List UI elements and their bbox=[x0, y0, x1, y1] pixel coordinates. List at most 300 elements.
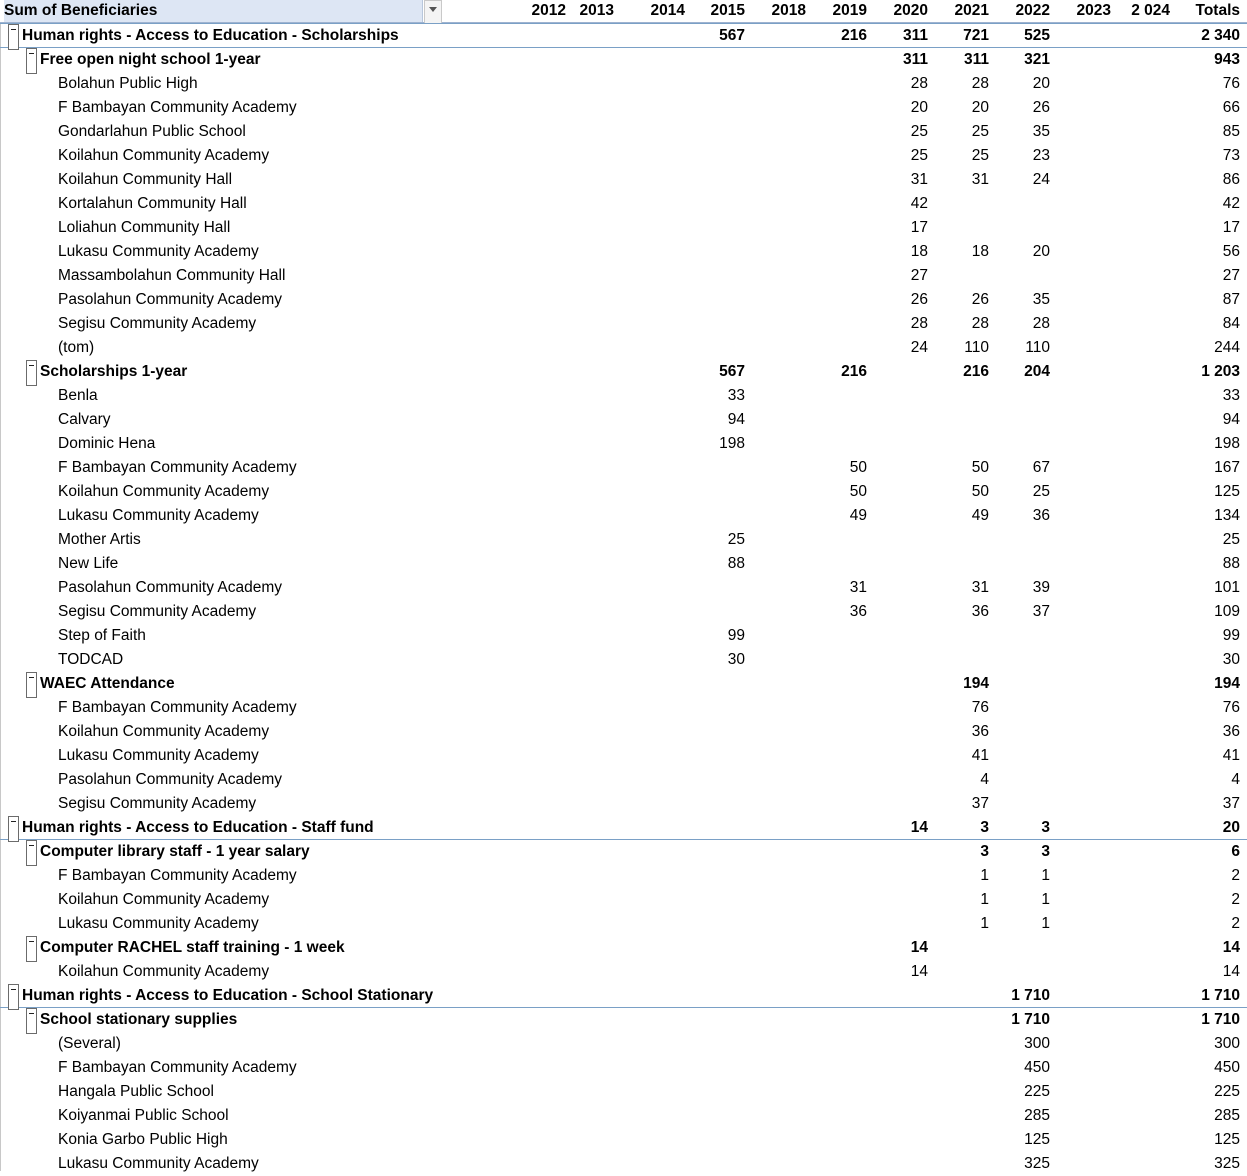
value-cell[interactable]: 41 bbox=[971, 747, 989, 764]
value-cell[interactable] bbox=[746, 24, 806, 48]
value-cell[interactable] bbox=[685, 1152, 745, 1176]
pivot-row-item[interactable] bbox=[0, 1104, 1247, 1128]
value-cell[interactable] bbox=[625, 720, 685, 744]
value-cell[interactable]: 31 bbox=[849, 579, 867, 596]
value-cell[interactable] bbox=[1051, 1104, 1111, 1128]
value-cell[interactable] bbox=[929, 384, 989, 408]
value-cell[interactable]: 94 bbox=[727, 411, 745, 428]
value-cell[interactable] bbox=[554, 1008, 614, 1032]
value-cell[interactable] bbox=[625, 1104, 685, 1128]
value-cell[interactable] bbox=[554, 1032, 614, 1056]
pivot-row-item[interactable] bbox=[0, 624, 1247, 648]
value-cell[interactable] bbox=[625, 120, 685, 144]
value-cell[interactable] bbox=[1110, 48, 1170, 72]
value-cell[interactable] bbox=[685, 1032, 745, 1056]
value-cell[interactable] bbox=[807, 1032, 867, 1056]
value-cell[interactable] bbox=[554, 1152, 614, 1176]
value-cell[interactable] bbox=[990, 792, 1050, 816]
value-cell[interactable]: 1 710 bbox=[1011, 1011, 1050, 1028]
value-cell[interactable]: 300 bbox=[1024, 1035, 1050, 1052]
value-cell[interactable]: 14 bbox=[910, 819, 928, 836]
value-cell[interactable] bbox=[1110, 312, 1170, 336]
pivot-row-item[interactable] bbox=[0, 600, 1247, 624]
row-total-cell[interactable]: 14 bbox=[1222, 963, 1240, 980]
value-cell[interactable] bbox=[685, 216, 745, 240]
value-cell[interactable] bbox=[685, 72, 745, 96]
value-cell[interactable] bbox=[990, 648, 1050, 672]
value-cell[interactable] bbox=[554, 360, 614, 384]
value-cell[interactable]: 23 bbox=[1032, 147, 1050, 164]
value-cell[interactable] bbox=[1110, 456, 1170, 480]
value-cell[interactable] bbox=[746, 1032, 806, 1056]
value-cell[interactable] bbox=[807, 144, 867, 168]
pivot-row-item[interactable] bbox=[0, 480, 1247, 504]
value-cell[interactable] bbox=[990, 696, 1050, 720]
value-cell[interactable] bbox=[625, 264, 685, 288]
value-cell[interactable]: 36 bbox=[971, 603, 989, 620]
value-cell[interactable]: 311 bbox=[902, 27, 928, 44]
value-cell[interactable] bbox=[625, 648, 685, 672]
value-cell[interactable] bbox=[685, 912, 745, 936]
value-cell[interactable] bbox=[554, 552, 614, 576]
value-cell[interactable] bbox=[625, 576, 685, 600]
pivot-row-item[interactable] bbox=[0, 864, 1247, 888]
value-cell[interactable] bbox=[1110, 528, 1170, 552]
pivot-row-item[interactable] bbox=[0, 1128, 1247, 1152]
value-cell[interactable] bbox=[554, 144, 614, 168]
value-cell[interactable] bbox=[807, 744, 867, 768]
value-cell[interactable] bbox=[554, 264, 614, 288]
value-cell[interactable] bbox=[807, 264, 867, 288]
value-cell[interactable] bbox=[1051, 48, 1111, 72]
value-cell[interactable] bbox=[868, 624, 928, 648]
value-cell[interactable] bbox=[807, 864, 867, 888]
value-cell[interactable]: 76 bbox=[971, 699, 989, 716]
value-cell[interactable] bbox=[868, 1128, 928, 1152]
row-total-cell[interactable]: 194 bbox=[1214, 675, 1240, 692]
value-cell[interactable] bbox=[746, 240, 806, 264]
value-cell[interactable] bbox=[554, 816, 614, 840]
value-cell[interactable] bbox=[554, 600, 614, 624]
value-cell[interactable] bbox=[746, 432, 806, 456]
row-total-cell[interactable]: 167 bbox=[1214, 459, 1240, 476]
value-cell[interactable] bbox=[807, 696, 867, 720]
pivot-row-item[interactable] bbox=[0, 192, 1247, 216]
row-total-cell[interactable]: 87 bbox=[1222, 291, 1240, 308]
value-cell[interactable] bbox=[1110, 384, 1170, 408]
value-cell[interactable]: 26 bbox=[971, 291, 989, 308]
value-cell[interactable] bbox=[929, 936, 989, 960]
value-cell[interactable]: 31 bbox=[910, 171, 928, 188]
value-cell[interactable] bbox=[1051, 552, 1111, 576]
row-total-cell[interactable]: 2 bbox=[1231, 915, 1240, 932]
value-cell[interactable]: 35 bbox=[1032, 291, 1050, 308]
value-cell[interactable] bbox=[929, 624, 989, 648]
value-cell[interactable] bbox=[625, 768, 685, 792]
value-cell[interactable] bbox=[685, 264, 745, 288]
pivot-row-item[interactable] bbox=[0, 456, 1247, 480]
value-cell[interactable] bbox=[1110, 240, 1170, 264]
value-cell[interactable] bbox=[625, 312, 685, 336]
value-cell[interactable] bbox=[625, 672, 685, 696]
value-cell[interactable] bbox=[685, 288, 745, 312]
pivot-row-item[interactable] bbox=[0, 1056, 1247, 1080]
value-cell[interactable] bbox=[685, 840, 745, 864]
value-cell[interactable] bbox=[746, 984, 806, 1008]
row-total-cell[interactable]: 300 bbox=[1214, 1035, 1240, 1052]
row-total-cell[interactable]: 325 bbox=[1214, 1155, 1240, 1172]
pivot-row-item[interactable] bbox=[0, 696, 1247, 720]
value-cell[interactable]: 110 bbox=[964, 339, 989, 356]
value-cell[interactable] bbox=[685, 120, 745, 144]
value-cell[interactable]: 42 bbox=[910, 195, 928, 212]
value-cell[interactable] bbox=[929, 216, 989, 240]
value-cell[interactable] bbox=[1051, 408, 1111, 432]
row-total-cell[interactable]: 1 203 bbox=[1201, 363, 1240, 380]
row-total-cell[interactable]: 73 bbox=[1222, 147, 1240, 164]
value-cell[interactable] bbox=[1110, 120, 1170, 144]
value-cell[interactable]: 17 bbox=[910, 219, 928, 236]
row-total-cell[interactable]: 37 bbox=[1222, 795, 1240, 812]
value-cell[interactable] bbox=[685, 192, 745, 216]
value-cell[interactable] bbox=[554, 48, 614, 72]
value-cell[interactable] bbox=[1051, 1152, 1111, 1176]
value-cell[interactable] bbox=[807, 1080, 867, 1104]
value-cell[interactable] bbox=[746, 336, 806, 360]
value-cell[interactable] bbox=[1051, 1032, 1111, 1056]
value-cell[interactable] bbox=[807, 240, 867, 264]
value-cell[interactable] bbox=[625, 936, 685, 960]
row-total-cell[interactable]: 41 bbox=[1222, 747, 1240, 764]
value-cell[interactable]: 14 bbox=[910, 963, 928, 980]
pivot-row-item[interactable] bbox=[0, 888, 1247, 912]
value-cell[interactable] bbox=[868, 744, 928, 768]
value-cell[interactable] bbox=[746, 216, 806, 240]
value-cell[interactable] bbox=[746, 168, 806, 192]
pivot-row-category[interactable] bbox=[0, 23, 1247, 48]
value-cell[interactable]: 31 bbox=[971, 579, 989, 596]
value-cell[interactable] bbox=[1110, 720, 1170, 744]
value-cell[interactable] bbox=[625, 960, 685, 984]
pivot-row-item[interactable] bbox=[0, 1152, 1247, 1176]
value-cell[interactable]: 110 bbox=[1025, 339, 1050, 356]
value-cell[interactable] bbox=[1110, 648, 1170, 672]
value-cell[interactable]: 37 bbox=[1032, 603, 1050, 620]
value-cell[interactable] bbox=[685, 576, 745, 600]
value-cell[interactable] bbox=[625, 1032, 685, 1056]
value-cell[interactable] bbox=[868, 696, 928, 720]
value-cell[interactable] bbox=[746, 960, 806, 984]
value-cell[interactable] bbox=[685, 888, 745, 912]
value-cell[interactable]: 325 bbox=[1024, 1155, 1050, 1172]
value-cell[interactable]: 525 bbox=[1024, 27, 1050, 44]
row-total-cell[interactable]: 125 bbox=[1214, 483, 1240, 500]
value-cell[interactable] bbox=[868, 912, 928, 936]
value-cell[interactable] bbox=[929, 552, 989, 576]
value-cell[interactable] bbox=[746, 96, 806, 120]
pivot-row-subcategory[interactable] bbox=[0, 936, 1247, 960]
value-cell[interactable] bbox=[1110, 336, 1170, 360]
value-cell[interactable] bbox=[746, 720, 806, 744]
value-cell[interactable]: 1 bbox=[980, 867, 989, 884]
value-cell[interactable] bbox=[554, 408, 614, 432]
column-header-year[interactable]: 2022 bbox=[1015, 2, 1050, 19]
value-cell[interactable] bbox=[868, 1152, 928, 1176]
value-cell[interactable] bbox=[625, 528, 685, 552]
value-cell[interactable] bbox=[1110, 1008, 1170, 1032]
value-cell[interactable]: 39 bbox=[1032, 579, 1050, 596]
value-cell[interactable] bbox=[868, 1008, 928, 1032]
value-cell[interactable] bbox=[554, 384, 614, 408]
value-cell[interactable] bbox=[554, 120, 614, 144]
value-cell[interactable] bbox=[685, 792, 745, 816]
value-cell[interactable] bbox=[868, 408, 928, 432]
value-cell[interactable]: 36 bbox=[971, 723, 989, 740]
value-cell[interactable] bbox=[746, 384, 806, 408]
value-cell[interactable] bbox=[807, 792, 867, 816]
pivot-row-item[interactable] bbox=[0, 768, 1247, 792]
value-cell[interactable] bbox=[625, 1152, 685, 1176]
pivot-row-item[interactable] bbox=[0, 96, 1247, 120]
value-cell[interactable] bbox=[1051, 864, 1111, 888]
value-cell[interactable] bbox=[554, 672, 614, 696]
value-cell[interactable] bbox=[746, 120, 806, 144]
value-cell[interactable] bbox=[868, 768, 928, 792]
value-cell[interactable] bbox=[1110, 288, 1170, 312]
value-cell[interactable]: 204 bbox=[1024, 363, 1050, 380]
value-cell[interactable]: 321 bbox=[1024, 51, 1050, 68]
pivot-row-item[interactable] bbox=[0, 528, 1247, 552]
value-cell[interactable] bbox=[807, 768, 867, 792]
value-cell[interactable]: 28 bbox=[971, 315, 989, 332]
value-cell[interactable] bbox=[990, 672, 1050, 696]
value-cell[interactable] bbox=[554, 960, 614, 984]
value-cell[interactable] bbox=[1110, 72, 1170, 96]
value-cell[interactable] bbox=[1051, 24, 1111, 48]
value-cell[interactable] bbox=[685, 504, 745, 528]
column-header-year[interactable]: 2014 bbox=[650, 2, 685, 19]
value-cell[interactable]: 28 bbox=[910, 315, 928, 332]
value-cell[interactable] bbox=[554, 624, 614, 648]
value-cell[interactable] bbox=[746, 816, 806, 840]
value-cell[interactable] bbox=[1110, 1104, 1170, 1128]
value-cell[interactable] bbox=[685, 1008, 745, 1032]
value-cell[interactable] bbox=[807, 816, 867, 840]
value-cell[interactable]: 50 bbox=[849, 483, 867, 500]
row-total-cell[interactable]: 134 bbox=[1214, 507, 1240, 524]
value-cell[interactable] bbox=[746, 1128, 806, 1152]
pivot-row-subcategory[interactable] bbox=[0, 840, 1247, 864]
row-total-cell[interactable]: 94 bbox=[1222, 411, 1240, 428]
value-cell[interactable]: 28 bbox=[1032, 315, 1050, 332]
value-cell[interactable] bbox=[625, 240, 685, 264]
value-cell[interactable] bbox=[868, 504, 928, 528]
value-cell[interactable] bbox=[625, 600, 685, 624]
pivot-row-item[interactable] bbox=[0, 576, 1247, 600]
value-cell[interactable] bbox=[685, 600, 745, 624]
value-cell[interactable]: 25 bbox=[910, 123, 928, 140]
value-cell[interactable] bbox=[554, 912, 614, 936]
value-cell[interactable] bbox=[554, 1104, 614, 1128]
value-cell[interactable] bbox=[554, 216, 614, 240]
value-cell[interactable] bbox=[746, 408, 806, 432]
pivot-row-item[interactable] bbox=[0, 120, 1247, 144]
pivot-row-item[interactable] bbox=[0, 384, 1247, 408]
value-cell[interactable] bbox=[929, 192, 989, 216]
value-cell[interactable] bbox=[554, 504, 614, 528]
value-cell[interactable] bbox=[1051, 216, 1111, 240]
value-cell[interactable] bbox=[807, 912, 867, 936]
value-cell[interactable] bbox=[929, 1056, 989, 1080]
value-cell[interactable] bbox=[929, 1152, 989, 1176]
value-cell[interactable] bbox=[746, 1104, 806, 1128]
value-cell[interactable] bbox=[554, 768, 614, 792]
value-cell[interactable]: 1 bbox=[1041, 891, 1050, 908]
value-cell[interactable]: 20 bbox=[1032, 243, 1050, 260]
value-cell[interactable] bbox=[554, 648, 614, 672]
value-cell[interactable] bbox=[1051, 120, 1111, 144]
value-cell[interactable] bbox=[685, 1128, 745, 1152]
pivot-row-item[interactable] bbox=[0, 312, 1247, 336]
value-cell[interactable] bbox=[1110, 1032, 1170, 1056]
value-cell[interactable] bbox=[929, 984, 989, 1008]
value-cell[interactable] bbox=[746, 360, 806, 384]
value-cell[interactable] bbox=[990, 624, 1050, 648]
value-cell[interactable] bbox=[625, 432, 685, 456]
value-cell[interactable] bbox=[1051, 1080, 1111, 1104]
value-cell[interactable] bbox=[625, 888, 685, 912]
value-cell[interactable] bbox=[807, 960, 867, 984]
value-cell[interactable] bbox=[554, 720, 614, 744]
column-header-year[interactable]: 2020 bbox=[893, 2, 928, 19]
value-cell[interactable] bbox=[1110, 360, 1170, 384]
value-cell[interactable] bbox=[746, 1152, 806, 1176]
pivot-row-item[interactable] bbox=[0, 960, 1247, 984]
value-cell[interactable] bbox=[1110, 96, 1170, 120]
value-cell[interactable] bbox=[625, 384, 685, 408]
value-cell[interactable] bbox=[1110, 216, 1170, 240]
pivot-row-item[interactable] bbox=[0, 744, 1247, 768]
value-cell[interactable] bbox=[1110, 672, 1170, 696]
value-cell[interactable] bbox=[990, 768, 1050, 792]
value-cell[interactable] bbox=[1110, 744, 1170, 768]
value-cell[interactable] bbox=[685, 48, 745, 72]
value-cell[interactable] bbox=[807, 840, 867, 864]
value-cell[interactable] bbox=[868, 576, 928, 600]
value-cell[interactable] bbox=[807, 720, 867, 744]
value-cell[interactable]: 216 bbox=[841, 363, 867, 380]
value-cell[interactable] bbox=[1051, 1056, 1111, 1080]
value-cell[interactable] bbox=[807, 1152, 867, 1176]
value-cell[interactable] bbox=[1051, 816, 1111, 840]
value-cell[interactable] bbox=[625, 336, 685, 360]
value-cell[interactable] bbox=[554, 312, 614, 336]
column-header-year[interactable]: 2012 bbox=[531, 2, 566, 19]
value-cell[interactable] bbox=[807, 624, 867, 648]
value-cell[interactable]: 49 bbox=[849, 507, 867, 524]
value-cell[interactable] bbox=[746, 696, 806, 720]
column-header-year[interactable]: 2015 bbox=[710, 2, 745, 19]
value-cell[interactable] bbox=[990, 552, 1050, 576]
value-cell[interactable] bbox=[807, 168, 867, 192]
pivot-row-item[interactable] bbox=[0, 792, 1247, 816]
value-cell[interactable] bbox=[868, 600, 928, 624]
value-cell[interactable] bbox=[625, 288, 685, 312]
column-header-year[interactable]: 2013 bbox=[579, 2, 614, 19]
column-header-year[interactable]: 2 024 bbox=[1131, 2, 1170, 19]
value-cell[interactable] bbox=[868, 384, 928, 408]
value-cell[interactable] bbox=[807, 672, 867, 696]
value-cell[interactable]: 1 bbox=[980, 891, 989, 908]
value-cell[interactable] bbox=[990, 528, 1050, 552]
row-total-cell[interactable]: 225 bbox=[1214, 1083, 1240, 1100]
row-total-cell[interactable]: 125 bbox=[1214, 1131, 1240, 1148]
value-cell[interactable] bbox=[1051, 384, 1111, 408]
value-cell[interactable] bbox=[625, 1080, 685, 1104]
value-cell[interactable]: 99 bbox=[727, 627, 745, 644]
value-cell[interactable] bbox=[807, 216, 867, 240]
value-cell[interactable] bbox=[1051, 336, 1111, 360]
value-cell[interactable]: 31 bbox=[971, 171, 989, 188]
value-cell[interactable] bbox=[990, 720, 1050, 744]
value-cell[interactable] bbox=[685, 1056, 745, 1080]
row-total-cell[interactable]: 101 bbox=[1214, 579, 1240, 596]
value-cell[interactable] bbox=[625, 216, 685, 240]
value-cell[interactable] bbox=[868, 840, 928, 864]
value-cell[interactable] bbox=[746, 840, 806, 864]
value-cell[interactable] bbox=[625, 456, 685, 480]
value-cell[interactable] bbox=[625, 792, 685, 816]
value-cell[interactable] bbox=[868, 648, 928, 672]
value-cell[interactable] bbox=[625, 504, 685, 528]
row-total-cell[interactable]: 76 bbox=[1222, 75, 1240, 92]
value-cell[interactable] bbox=[1110, 1152, 1170, 1176]
pivot-row-item[interactable] bbox=[0, 552, 1247, 576]
pivot-row-item[interactable] bbox=[0, 1032, 1247, 1056]
pivot-row-category[interactable] bbox=[0, 816, 1247, 840]
value-cell[interactable] bbox=[685, 168, 745, 192]
value-cell[interactable]: 28 bbox=[971, 75, 989, 92]
value-cell[interactable] bbox=[807, 312, 867, 336]
value-cell[interactable] bbox=[1110, 792, 1170, 816]
value-cell[interactable] bbox=[1051, 600, 1111, 624]
value-cell[interactable] bbox=[625, 552, 685, 576]
value-cell[interactable]: 25 bbox=[727, 531, 745, 548]
value-cell[interactable] bbox=[1051, 288, 1111, 312]
value-cell[interactable] bbox=[625, 984, 685, 1008]
value-cell[interactable] bbox=[1051, 768, 1111, 792]
value-cell[interactable] bbox=[685, 672, 745, 696]
value-cell[interactable] bbox=[746, 192, 806, 216]
value-cell[interactable] bbox=[554, 864, 614, 888]
value-cell[interactable] bbox=[746, 528, 806, 552]
value-cell[interactable] bbox=[1051, 1008, 1111, 1032]
value-cell[interactable] bbox=[625, 1056, 685, 1080]
value-cell[interactable] bbox=[625, 96, 685, 120]
value-cell[interactable] bbox=[1110, 600, 1170, 624]
value-cell[interactable] bbox=[807, 192, 867, 216]
value-cell[interactable] bbox=[807, 1128, 867, 1152]
value-cell[interactable] bbox=[554, 72, 614, 96]
value-cell[interactable]: 20 bbox=[1032, 75, 1050, 92]
value-cell[interactable]: 125 bbox=[1024, 1131, 1050, 1148]
value-cell[interactable]: 285 bbox=[1024, 1107, 1050, 1124]
value-cell[interactable] bbox=[807, 120, 867, 144]
value-cell[interactable] bbox=[685, 1080, 745, 1104]
value-cell[interactable] bbox=[1051, 264, 1111, 288]
value-cell[interactable] bbox=[746, 936, 806, 960]
value-cell[interactable]: 50 bbox=[971, 459, 989, 476]
